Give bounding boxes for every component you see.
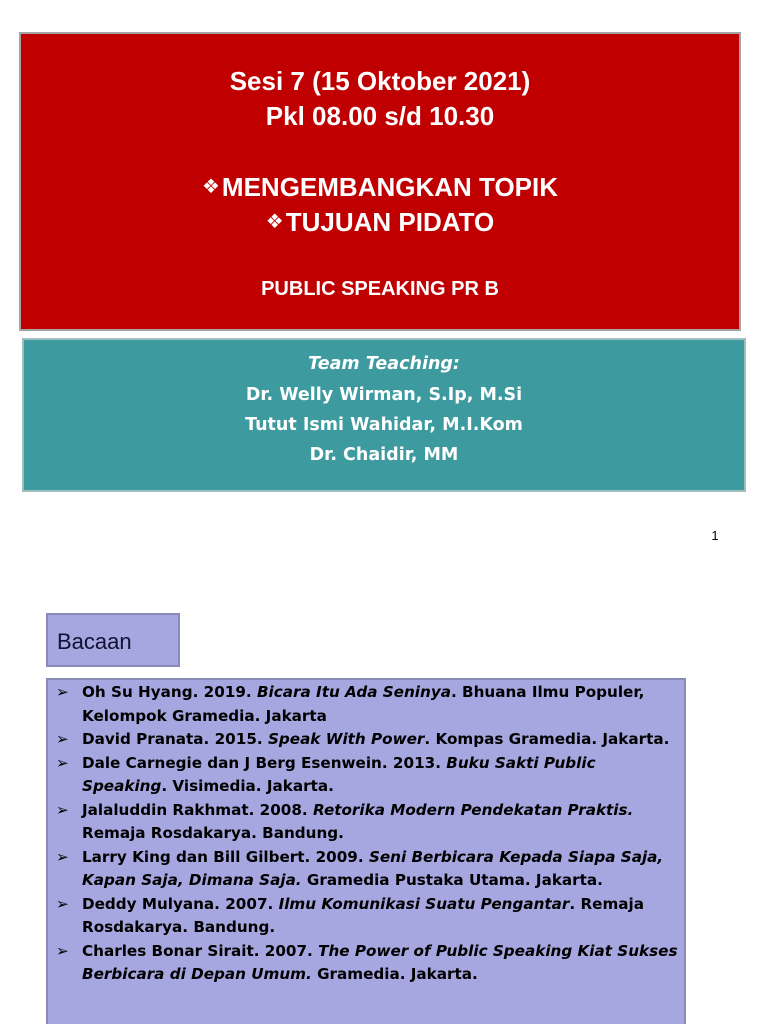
reference-title: Buku Sakti Public Speaking (82, 753, 596, 795)
diamond-bullet-icon: ❖ (201, 176, 220, 198)
session-title-box (19, 32, 741, 331)
reference-publisher: Gramedia. Jakarta. (311, 965, 478, 983)
team-member: Tutut Ismi Wahidar, M.I.Kom (245, 415, 523, 435)
bacaan-heading: Bacaan (57, 629, 132, 654)
reference-author-year: Charles Bonar Sirait. 2007. (82, 941, 319, 960)
reference-title: Bicara Itu Ada Seninya (256, 683, 451, 701)
arrow-bullet-icon: ➢ (56, 941, 69, 960)
reference-item (56, 681, 678, 728)
reference-item (56, 893, 678, 940)
course-name: PUBLIC SPEAKING PR B (261, 278, 499, 300)
reference-publisher: . Remaja Rosdakarya. Bandung. (82, 894, 644, 936)
reference-publisher: . Visimedia. Jakarta. (161, 777, 334, 795)
reference-item (56, 940, 678, 987)
reference-item (56, 728, 678, 752)
session-time: Pkl 08.00 s/d 10.30 (265, 101, 495, 131)
reference-title: Retorika Modern Pendekatan Praktis. (313, 800, 634, 819)
arrow-bullet-icon: ➢ (56, 683, 69, 701)
reference-author-year: Oh Su Hyang. 2019. (82, 683, 257, 701)
reference-publisher: Gramedia Pustaka Utama. Jakarta. (301, 871, 603, 889)
reference-author-year: Jalaluddin Rakhmat. 2008. (82, 800, 313, 819)
reference-author-year: Larry King dan Bill Gilbert. 2009. (82, 847, 369, 866)
team-member: Dr. Welly Wirman, S.Ip, M.Si (245, 385, 523, 405)
session-title: Sesi 7 (15 Oktober 2021) (229, 66, 531, 96)
arrow-bullet-icon: ➢ (56, 894, 69, 913)
bacaan-heading-box (46, 613, 180, 667)
topic-label: TUJUAN PIDATO (285, 207, 495, 237)
reference-title: The Power of Public Speaking Kiat Sukses Berbicara di Depan Umum. (82, 941, 678, 983)
reference-item (56, 846, 678, 893)
topic-item (21, 207, 739, 238)
team-member: Dr. Chaidir, MM (309, 445, 459, 465)
reference-title: Seni Berbicara Kepada Siapa Saja, Kapan Saja, Dimana Saja. (82, 847, 664, 889)
reference-author-year: Deddy Mulyana. 2007. (82, 894, 279, 913)
team-teaching-box (22, 338, 746, 492)
topic-label: MENGEMBANGKAN TOPIK (221, 172, 559, 202)
reference-list (56, 681, 678, 987)
topic-item (21, 172, 739, 203)
arrow-bullet-icon: ➢ (56, 730, 69, 748)
arrow-bullet-icon: ➢ (56, 753, 69, 772)
reference-publisher: Remaja Rosdakarya. Bandung. (82, 824, 344, 842)
page-number: 1 (711, 528, 719, 543)
reference-title: Speak With Power (267, 730, 425, 748)
reference-author-year: Dale Carnegie dan J Berg Esenwein. 2013. (82, 753, 447, 772)
reference-item (56, 752, 678, 799)
reference-publisher: . Bhuana Ilmu Populer, Kelompok Gramedia. Jakarta (82, 683, 645, 725)
reference-author-year: David Pranata. 2015. (82, 730, 268, 748)
reference-item (56, 799, 678, 846)
reference-title: Ilmu Komunikasi Suatu Pengantar (278, 894, 570, 913)
arrow-bullet-icon: ➢ (56, 847, 69, 866)
reference-publisher: . Kompas Gramedia. Jakarta. (424, 730, 670, 748)
diamond-bullet-icon: ❖ (265, 211, 284, 233)
arrow-bullet-icon: ➢ (56, 800, 69, 819)
reference-list-box (46, 678, 686, 1024)
team-heading: Team Teaching: (308, 354, 460, 374)
